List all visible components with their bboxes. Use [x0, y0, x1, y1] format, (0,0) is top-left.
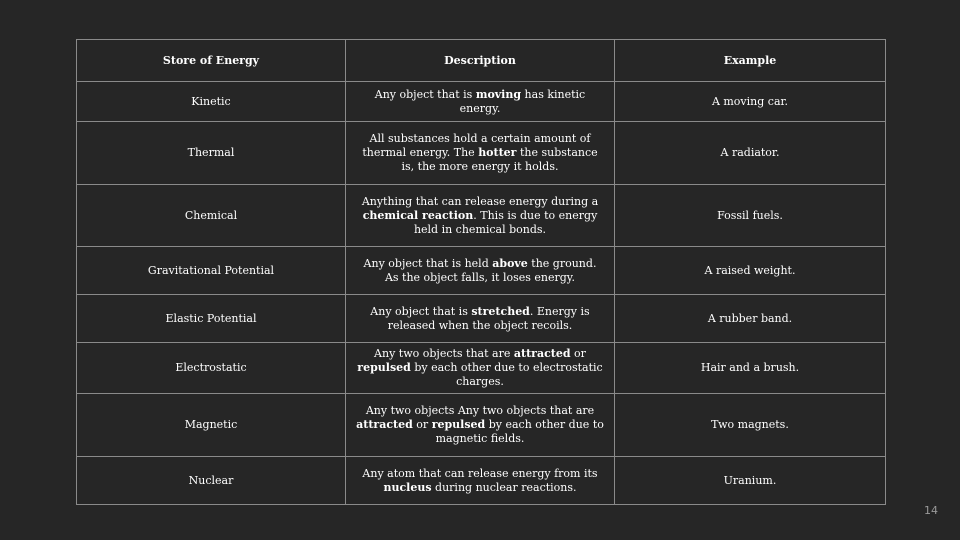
table-row [77, 457, 886, 505]
cell-example: Hair and a brush. [615, 343, 886, 394]
desc-text: . Energy is released when the object recoils. [387, 304, 590, 332]
desc-emphasis: attracted [513, 347, 571, 360]
page-number: 14 [924, 504, 938, 517]
desc-emphasis: stretched [471, 304, 530, 318]
cell-store: Electrostatic [77, 343, 346, 394]
cell-example: A raised weight. [615, 247, 886, 295]
desc-text: has kinetic energy. [459, 87, 586, 115]
cell-example: Two magnets. [615, 394, 886, 457]
table-row [77, 122, 886, 185]
desc-emphasis: repulsed [431, 418, 486, 431]
desc-text: Any two objects Any two objects that are [365, 404, 595, 417]
cell-example: Uranium. [615, 457, 886, 505]
cell-description [346, 295, 615, 343]
desc-emphasis: above [492, 256, 528, 270]
desc-text: Any object that is [370, 304, 472, 318]
cell-description [346, 247, 615, 295]
table-row [77, 82, 886, 122]
cell-store: Thermal [77, 122, 346, 185]
header-store-of-energy: Store of Energy [77, 40, 346, 82]
table-row [77, 295, 886, 343]
desc-text: by each other due to electrostatic charges. [410, 361, 603, 388]
cell-example: A radiator. [615, 122, 886, 185]
desc-emphasis: moving [475, 87, 522, 101]
desc-text: Any object that is [374, 87, 476, 101]
desc-emphasis: chemical reaction [362, 208, 474, 222]
table-header-row [77, 40, 886, 82]
desc-text: or [412, 418, 432, 431]
desc-text: by each other due to magnetic fields. [435, 418, 604, 445]
cell-description [346, 457, 615, 505]
desc-text: Any two objects that are [374, 347, 514, 360]
desc-emphasis: nucleus [383, 480, 432, 494]
desc-text: or [570, 347, 586, 360]
cell-store: Magnetic [77, 394, 346, 457]
desc-text: during nuclear reactions. [431, 480, 577, 494]
cell-description [346, 394, 615, 457]
table-row [77, 185, 886, 247]
cell-store: Gravitational Potential [77, 247, 346, 295]
cell-example: A moving car. [615, 82, 886, 122]
cell-store: Nuclear [77, 457, 346, 505]
desc-text: Anything that can release energy during a [361, 194, 599, 208]
cell-description [346, 343, 615, 394]
header-example: Example [615, 40, 886, 82]
desc-text: the substance is, the more energy it holds. [401, 146, 598, 173]
desc-text: the ground. As the object falls, it loses energy. [384, 256, 597, 284]
desc-text: . This is due to energy held in chemical bonds. [413, 208, 598, 236]
cell-description [346, 185, 615, 247]
cell-example: A rubber band. [615, 295, 886, 343]
desc-text: Any atom that can release energy from its [362, 466, 598, 480]
table-row [77, 343, 886, 394]
cell-store: Kinetic [77, 82, 346, 122]
cell-example: Fossil fuels. [615, 185, 886, 247]
table-row [77, 247, 886, 295]
desc-emphasis: attracted [356, 418, 413, 431]
cell-description [346, 122, 615, 185]
desc-emphasis: hotter [478, 146, 517, 159]
cell-description [346, 82, 615, 122]
table-row [77, 394, 886, 457]
cell-store: Chemical [77, 185, 346, 247]
cell-store: Elastic Potential [77, 295, 346, 343]
energy-stores-table [76, 39, 886, 505]
header-description: Description [346, 40, 615, 82]
desc-emphasis: repulsed [357, 361, 411, 374]
desc-text: All substances hold a certain amount of thermal energy. The [362, 132, 591, 159]
desc-text: Any object that is held [363, 256, 493, 270]
